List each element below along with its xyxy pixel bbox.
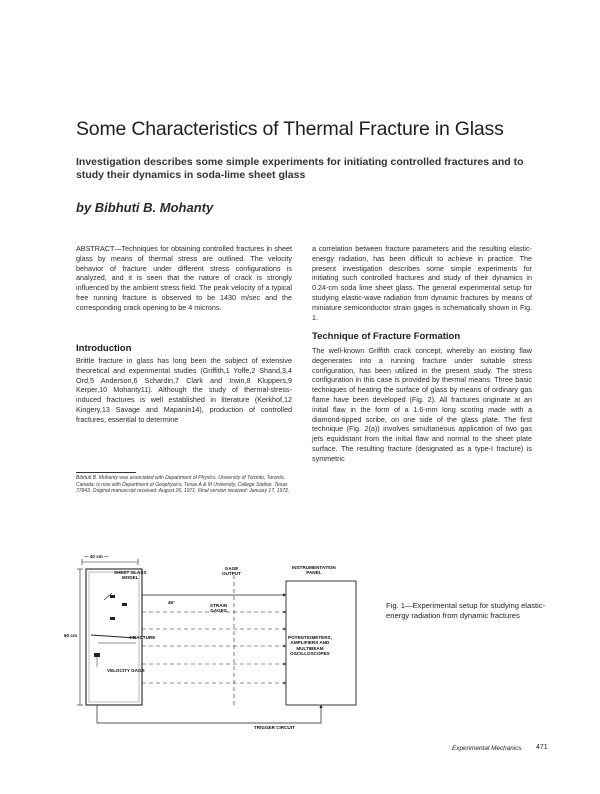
height-dimension-label: 60 cm: [64, 633, 78, 638]
footnote-rule: [76, 472, 136, 473]
trigger-circuit-line: [97, 705, 321, 723]
velocity-gage-marker: [94, 653, 100, 657]
trigger-circuit-label: TRIGGER CIRCUIT: [254, 725, 295, 730]
right-column-paragraph-2: The well-known Griffith crack concept, whereby an existing flaw degenerates into a running fracture under suitable stress configuration, has been utilized in the present study. The stress configuration in this case is provided by thermal means. Three basic techniques of heating the surface of glass by means of ordinary gas flame have been developed (Fig. 2). All fractures originate at an initial flaw in the form of a 1.6-mm long scoring made with a diamond-tipped scribe, on one side of the glass plate. The first technique (Fig. 2(a)) involves simultaneous application of two gas jets equidistant from the initial flaw and normal to the sheet plate surface. The resulting fracture (designated as a type-I fracture) is symmetric: [312, 346, 532, 463]
introduction-paragraph: Brittle fracture in glass has long been the subject of extensive theoretical and experimental studies (Griffith,1 Yoffe,2 Shand,3,4 Ord,5 Anderson,6 Schardin,7 Clark and Irwin,8 Kluppers,9 Kerper,10 Mohanty11). Although the study of thermal-stress-induced fractures is well established in literature (Kerkhof,12 Kingery,13 Savage and Mapanin14), production of controlled fractures, essential to determine: [76, 356, 292, 424]
fracture-formation-heading: Technique of Fracture Formation: [312, 331, 461, 342]
introduction-heading: Introduction: [76, 343, 132, 354]
fracture-label: FRACTURE: [130, 635, 156, 640]
page-number: 471: [536, 744, 548, 751]
figure-1-caption: Fig. 1—Experimental setup for studying elastic-energy radiation from dynamic fractures: [386, 601, 546, 620]
article-subtitle: Investigation describes some simple experiments for initiating controlled fractures and to study their dynamics in soda-lime sheet glass: [76, 156, 524, 181]
sheet-glass-model-label: SHEET GLASS MODEL: [114, 570, 147, 581]
gage-output-label: GAGE OUTPUT: [222, 566, 241, 577]
instrumentation-panel-label: INSTRUMENTATION PANEL: [292, 565, 336, 576]
angle-label: 45°: [168, 600, 175, 605]
article-title: Some Characteristics of Thermal Fracture in Glass: [76, 118, 504, 140]
author-byline: by Bibhuti B. Mohanty: [76, 200, 214, 215]
width-dimension-label: — 40 cm —: [84, 554, 109, 559]
figure-1-diagram: [64, 554, 376, 735]
author-footnote: Bibhuti B. Mohanty was associated with Department of Physics, University of Toronto, Toronto, Canada; is now with Department of Geophysics, Texas A & M University, College Station, Texas 77843. Original manuscript received: August 26, 1971. Final version received: January 17, 1972.: [76, 475, 290, 494]
abstract-paragraph: ABSTRACT—Techniques for obtaining controlled fractures in sheet glass by means of thermal stress are outlined. The velocity behavior of fracture under different stress configurations is analyzed, and it is seen that the nature of crack is strongly influenced by the ambient stress field. The peak velocity of a typical free running fracture is observed to be 1430 m/sec and the corresponding crack opening to be 4 microns.: [76, 244, 292, 312]
velocity-gage-label: VELOCITY GAGE: [107, 668, 145, 673]
strain-gage-marker: [110, 617, 115, 620]
strain-gages-label: STRAIN GAGES: [210, 603, 228, 614]
journal-name: Experimental Mechanics: [452, 745, 522, 752]
strain-gage-marker: [110, 595, 115, 598]
strain-gage-marker: [122, 603, 127, 606]
right-column-paragraph-1: a correlation between fracture parameters and the resulting elastic-energy radiation, has been difficult to achieve in practice. The present investigation describes some simple experiments for initiating such controlled fractures and study of their dynamics in 0.24-cm soda lime sheet glass. The general experimental setup for studying elastic-wave radiation from dynamic fractures by means of miniature semiconductor strain gages is schematically shown in Fig. 1.: [312, 244, 532, 322]
potentiometers-label: POTENTIOMETERS, AMPLIFIERS AND MULTIBEAM OSCILLOSCOPES: [288, 635, 332, 657]
